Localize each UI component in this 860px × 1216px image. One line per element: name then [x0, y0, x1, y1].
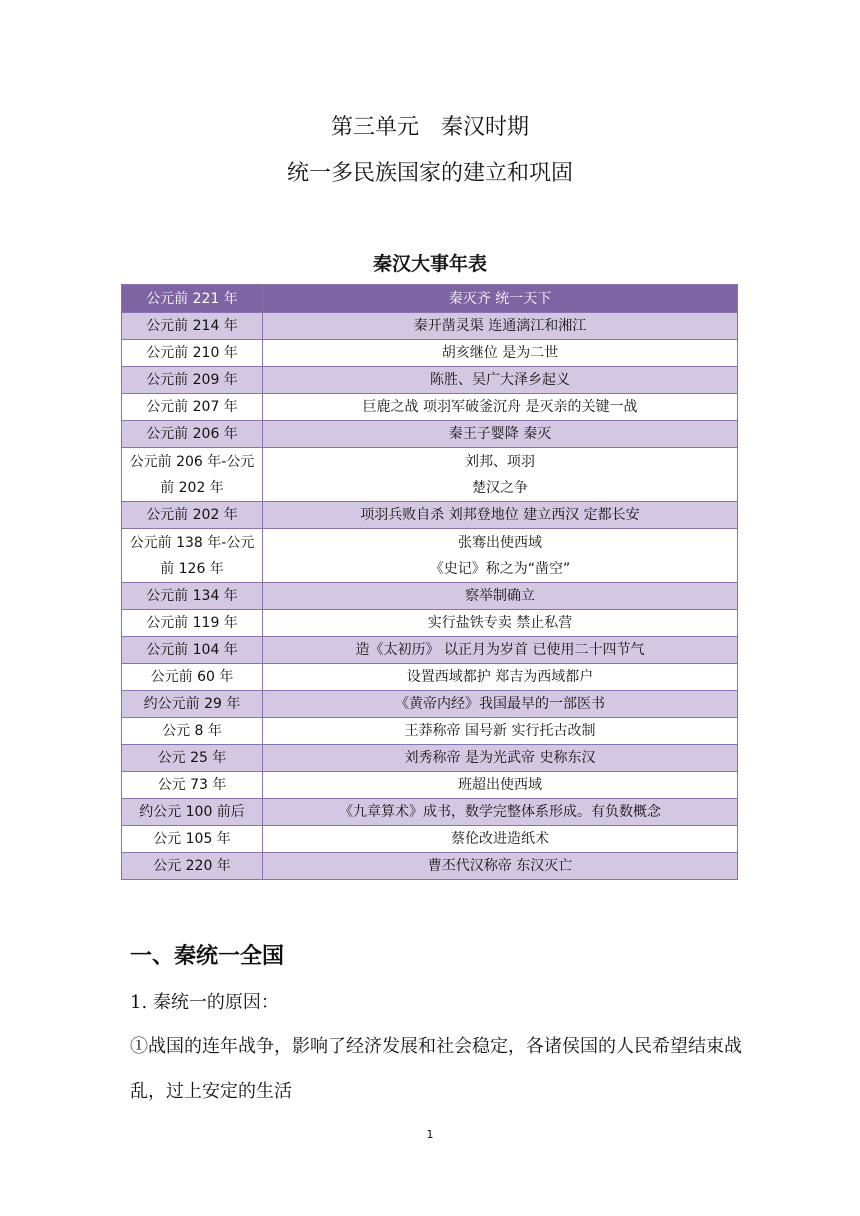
event-date: 公元前 202 年: [122, 502, 263, 529]
event-description: 《黄帝内经》我国最早的一部医书: [263, 691, 738, 718]
event-description: 蔡伦改进造纸术: [263, 826, 738, 853]
event-date: 公元 73 年: [122, 772, 263, 799]
table-row: [122, 340, 738, 367]
event-description: 设置西域都护 郑吉为西域都户: [263, 664, 738, 691]
event-date: 公元前 206 年: [122, 421, 263, 448]
event-date: 公元 8 年: [122, 718, 263, 745]
table-row: [122, 285, 738, 313]
event-description: 实行盐铁专卖 禁止私营: [263, 610, 738, 637]
event-description: 巨鹿之战 项羽军破釜沉舟 是灭亲的关键一战: [263, 394, 738, 421]
table-row: [122, 313, 738, 340]
event-date: 公元 25 年: [122, 745, 263, 772]
event-date: 公元前 209 年: [122, 367, 263, 394]
table-row: [122, 367, 738, 394]
table-row: [122, 745, 738, 772]
unit-subtitle: 统一多民族国家的建立和巩固: [286, 161, 573, 186]
table-row: [122, 664, 738, 691]
section-heading: 一、秦统一全国: [130, 944, 285, 969]
event-description: 刘秀称帝 是为光武帝 史称东汉: [263, 745, 738, 772]
paragraph-reason-1: ①战国的连年战争，影响了经济发展和社会稳定，各诸侯国的人民希望结束战乱，过上安定的生活: [130, 1036, 742, 1102]
event-description: 项羽兵败自杀 刘邦登地位 建立西汉 定都长安: [263, 502, 738, 529]
table-row: [122, 448, 738, 502]
table-row: [122, 421, 738, 448]
event-date: 公元前 134 年: [122, 583, 263, 610]
table-row: [122, 502, 738, 529]
table-row: [122, 853, 738, 880]
paragraph-reason-title: 1. 秦统一的原因：: [130, 992, 279, 1013]
table-title: 秦汉大事年表: [372, 253, 487, 275]
event-description: 胡亥继位 是为二世: [263, 340, 738, 367]
event-description: 班超出使西域: [263, 772, 738, 799]
event-description: 张骞出使西域 《史记》称之为“凿空”: [263, 529, 738, 583]
event-description: 秦王子婴降 秦灭: [263, 421, 738, 448]
event-description: 造《太初历》 以正月为岁首 已使用二十四节气: [263, 637, 738, 664]
event-date: 公元 220 年: [122, 853, 263, 880]
table-row: [122, 394, 738, 421]
event-date: 公元前 221 年: [122, 285, 263, 313]
table-row: [122, 799, 738, 826]
event-date: 公元前 104 年: [122, 637, 263, 664]
event-description: 王莽称帝 国号新 实行托古改制: [263, 718, 738, 745]
event-date: 公元前 138 年-公元前 126 年: [122, 529, 263, 583]
event-description: 《九章算术》成书，数学完整体系形成。有负数概念: [263, 799, 738, 826]
table-row: [122, 691, 738, 718]
event-date: 约公元 100 前后: [122, 799, 263, 826]
event-date: 公元 105 年: [122, 826, 263, 853]
event-date: 公元前 214 年: [122, 313, 263, 340]
unit-title: 第三单元 秦汉时期: [330, 115, 529, 140]
event-description: 秦灭齐 统一天下: [263, 285, 738, 313]
event-date: 公元前 206 年-公元前 202 年: [122, 448, 263, 502]
event-description: 曹丕代汉称帝 东汉灭亡: [263, 853, 738, 880]
table-row: [122, 718, 738, 745]
event-description: 察举制确立: [263, 583, 738, 610]
table-row: [122, 529, 738, 583]
event-description: 刘邦、项羽 楚汉之争: [263, 448, 738, 502]
table-row: [122, 583, 738, 610]
table-row: [122, 826, 738, 853]
table-row: [122, 610, 738, 637]
event-date: 公元前 207 年: [122, 394, 263, 421]
table-row: [122, 772, 738, 799]
event-date: 公元前 119 年: [122, 610, 263, 637]
event-date: 公元前 60 年: [122, 664, 263, 691]
chronology-table: [121, 284, 738, 880]
page-number: 1: [426, 1128, 434, 1141]
event-description: 陈胜、吴广大泽乡起义: [263, 367, 738, 394]
event-date: 约公元前 29 年: [122, 691, 263, 718]
event-date: 公元前 210 年: [122, 340, 263, 367]
event-description: 秦开凿灵渠 连通漓江和湘江: [263, 313, 738, 340]
table-row: [122, 637, 738, 664]
